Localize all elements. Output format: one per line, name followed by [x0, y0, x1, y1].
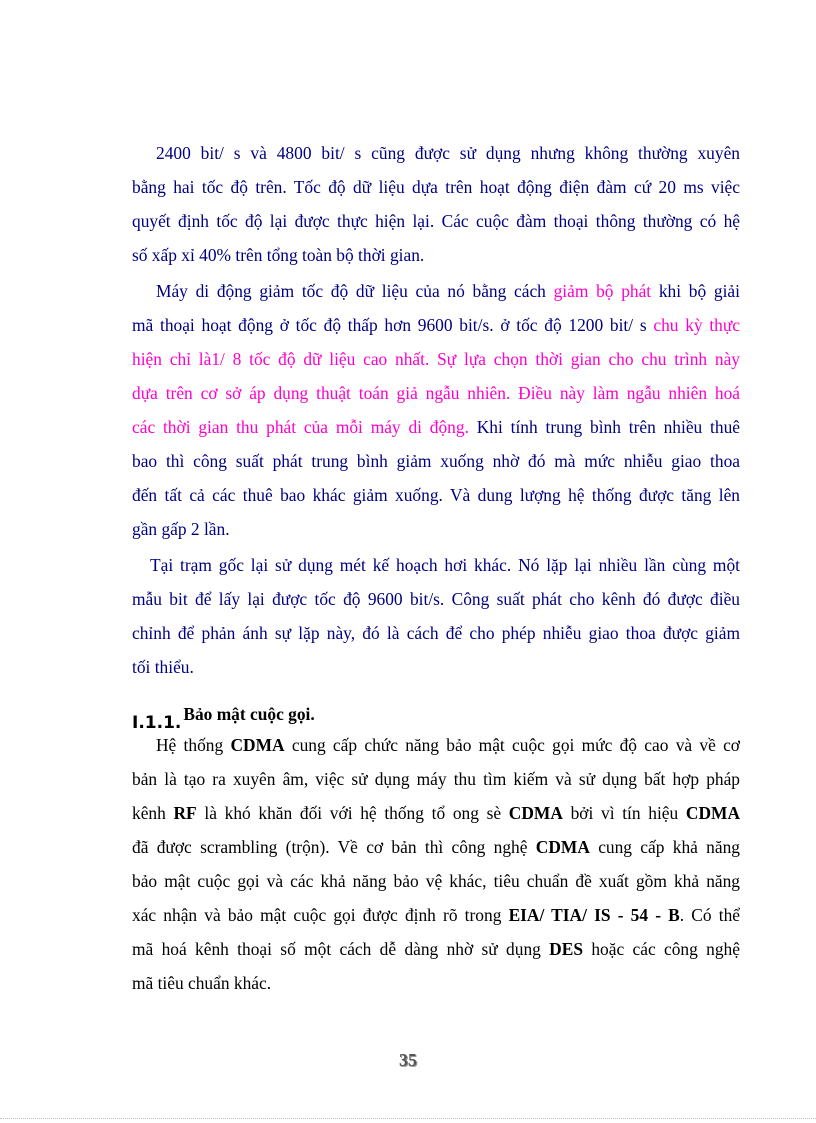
section-number: I.1.1.: [132, 713, 182, 733]
paragraph-1-line-2: bằng hai tốc độ trên. Tốc độ dữ liệu dựa trên hoạt động điện đàm cứ 20 ms việc: [132, 177, 740, 197]
paragraph-1-line-3: quyết định tốc độ lại được thực hiện lại. Các cuộc đàm thoại thông thường có hệ: [132, 211, 740, 231]
highlighted-text: các thời gian thu phát của mỗi máy di động.: [132, 417, 469, 437]
section-title: Bảo mật cuộc gọi.: [183, 704, 315, 724]
paragraph-3-line-3: chỉnh để phản ánh sự lặp này, đó là cách để cho phép nhiễu giao thoa được giảm: [132, 623, 740, 643]
paragraph-4-line-3: kênh RF là khó khăn đối với hệ thống tổ ong sè CDMA bởi vì tín hiệu CDMA: [132, 803, 740, 823]
paragraph-4-line-4: đã được scrambling (trộn). Về cơ bản thì công nghệ CDMA cung cấp khả năng: [132, 837, 740, 857]
paragraph-2-line-6: bao thì công suất phát trung bình giảm xuống nhờ đó mà mức nhiễu giao thoa: [132, 451, 740, 471]
paragraph-3-line-1: Tại trạm gốc lại sử dụng mét kế hoạch hơi khác. Nó lặp lại nhiều lần cùng một: [150, 555, 740, 575]
paragraph-4: [132, 728, 740, 1000]
paragraph-4-line-2: bản là tạo ra xuyên âm, việc sử dụng máy thu tìm kiếm và sử dụng bất hợp pháp: [132, 769, 740, 789]
paragraph-2-line-3: hiện chỉ là1/ 8 tốc độ dữ liệu cao nhất. Sự lựa chọn thời gian cho chu trình này: [132, 349, 740, 369]
paragraph-2: [132, 274, 740, 546]
paragraph-4-line-1: Hệ thống CDMA cung cấp chức năng bảo mật cuộc gọi mức độ cao và về cơ: [156, 735, 741, 755]
paragraph-4-line-8: mã tiêu chuẩn khác.: [132, 973, 272, 993]
paragraph-4-line-7: mã hoá kênh thoại số một cách dễ dàng nhờ sử dụng DES hoặc các công nghệ: [132, 939, 740, 959]
paragraph-4-line-5: bảo mật cuộc gọi và các khả năng bảo vệ khác, tiêu chuẩn đề xuất gồm khả năng: [132, 871, 740, 891]
paragraph-3: [132, 548, 740, 684]
paragraph-2-line-5: các thời gian thu phát của mỗi máy di động. Khi tính trung bình trên nhiều thuê: [132, 417, 740, 437]
paragraph-3-line-2: mẫu bit để lấy lại được tốc độ 9600 bit/s. Công suất phát cho kênh đó được điều: [132, 589, 740, 609]
section-heading: [132, 704, 315, 733]
paragraph-2-line-1: Máy di động giảm tốc độ dữ liệu của nó bằng cách giảm bộ phát khi bộ giải: [156, 281, 740, 301]
page-bottom-border: [0, 1118, 816, 1119]
page-number: 35: [399, 1050, 417, 1070]
paragraph-1: [132, 136, 740, 272]
paragraph-3-line-4: tối thiểu.: [132, 657, 194, 677]
paragraph-2-line-8: gần gấp 2 lần.: [132, 519, 230, 539]
highlighted-text: giảm bộ phát: [553, 281, 652, 301]
paragraph-4-line-6: xác nhận và bảo mật cuộc gọi được định rõ trong EIA/ TIA/ IS - 54 - B. Có thể: [132, 905, 740, 925]
paragraph-2-line-2: mã thoại hoạt động ở tốc độ thấp hơn 9600 bit/s. ở tốc độ 1200 bit/ s chu kỳ thực: [132, 315, 740, 335]
paragraph-2-line-4: dựa trên cơ sở áp dụng thuật toán giả ngẫu nhiên. Điều này làm ngẫu nhiên hoá: [132, 383, 740, 403]
paragraph-2-line-7: đến tất cả các thuê bao khác giảm xuống. Và dung lượng hệ thống được tăng lên: [132, 485, 740, 505]
paragraph-1-line-4: số xấp xỉ 40% trên tổng toàn bộ thời gian.: [132, 245, 425, 265]
highlighted-text: chu kỳ thực: [653, 315, 740, 335]
paragraph-1-line-1: 2400 bit/ s và 4800 bit/ s cũng được sử dụng nhưng không thường xuyên: [156, 143, 740, 163]
